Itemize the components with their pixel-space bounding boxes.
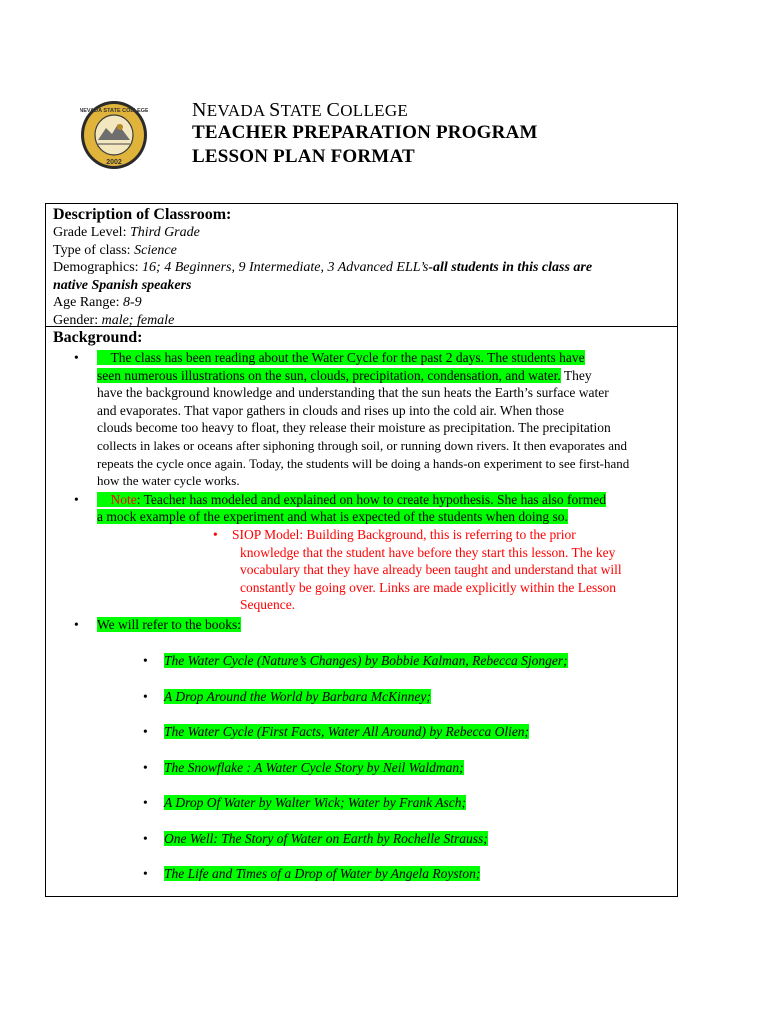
age-range: Age Range: 8-9 xyxy=(53,295,142,310)
college-name: NEVADA STATE COLLEGE xyxy=(192,99,409,121)
college-seal xyxy=(80,100,148,170)
background-paragraph: • The class has been reading about the Water Cycle for the past 2 days. The students have seen numerous illustrations on the sun, clouds, precipitation, condensation, and water. They have the background knowledge and understanding that the sun heats the Earth’s surface water and evaporates. That vapor gathers in clouds and rises up into the cold air. When those clouds become too heavy to float, they release their moisture as precipitation. The precipitation collects in lakes or oceans after siphoning through soil, or running down rivers. It then evaporates and repeats the cycle once again. Today, the students will be doing a hands-on experiment to see first-hand how the water cycle works. xyxy=(53,349,670,490)
class-type: Type of class: Science xyxy=(53,242,177,258)
book-item: • The Water Cycle (First Facts, Water All Around) by Rebecca Olien; xyxy=(53,723,670,740)
book-item: • The Water Cycle (Nature’s Changes) by Bobbie Kalman, Rebecca Sjonger; xyxy=(53,652,670,669)
book-item: • A Drop Around the World by Barbara McKinney; xyxy=(53,688,670,705)
demographics: Demographics: 16; 4 Beginners, 9 Intermediate, 3 Advanced ELL’s-all students in this class are xyxy=(53,260,593,275)
document-header xyxy=(192,100,538,169)
book-item: • The Life and Times of a Drop of Water by Angela Royston; xyxy=(53,865,670,882)
svg-text:2002: 2002 xyxy=(106,159,122,166)
format-title: LESSON PLAN FORMAT xyxy=(192,146,415,167)
gender: Gender: male; female xyxy=(53,312,175,328)
note-item: • Note: Teacher has modeled and explained on how to create hypothesis. She has also formed a mock example of the experiment and what is expected of the students when doing so. xyxy=(53,491,670,526)
demographics-cont: native Spanish speakers xyxy=(53,277,192,293)
classroom-heading: Description of Classroom: xyxy=(53,206,232,223)
program-title: TEACHER PREPARATION PROGRAM xyxy=(192,122,538,143)
background-heading: Background: xyxy=(53,329,143,346)
classroom-section xyxy=(45,203,678,327)
books-intro: • We will refer to the books: xyxy=(53,616,670,634)
book-item: • One Well: The Story of Water on Earth by Rochelle Strauss; xyxy=(53,830,670,847)
grade-level: Grade Level: Third Grade xyxy=(53,225,200,240)
siop-note: • SIOP Model: Building Background, this is referring to the prior knowledge that the student have before they start this lesson. The key vocabulary that they have already been taught and understand that will constantly be going over. Links are made explicitly within the Lesson Sequence. xyxy=(53,526,670,614)
book-item: • The Snowflake : A Water Cycle Story by Neil Waldman; xyxy=(53,759,670,776)
book-item: • A Drop Of Water by Walter Wick; Water by Frank Asch; xyxy=(53,794,670,811)
background-section xyxy=(45,326,678,897)
svg-text:NEVADA STATE COLLEGE: NEVADA STATE COLLEGE xyxy=(80,108,148,114)
